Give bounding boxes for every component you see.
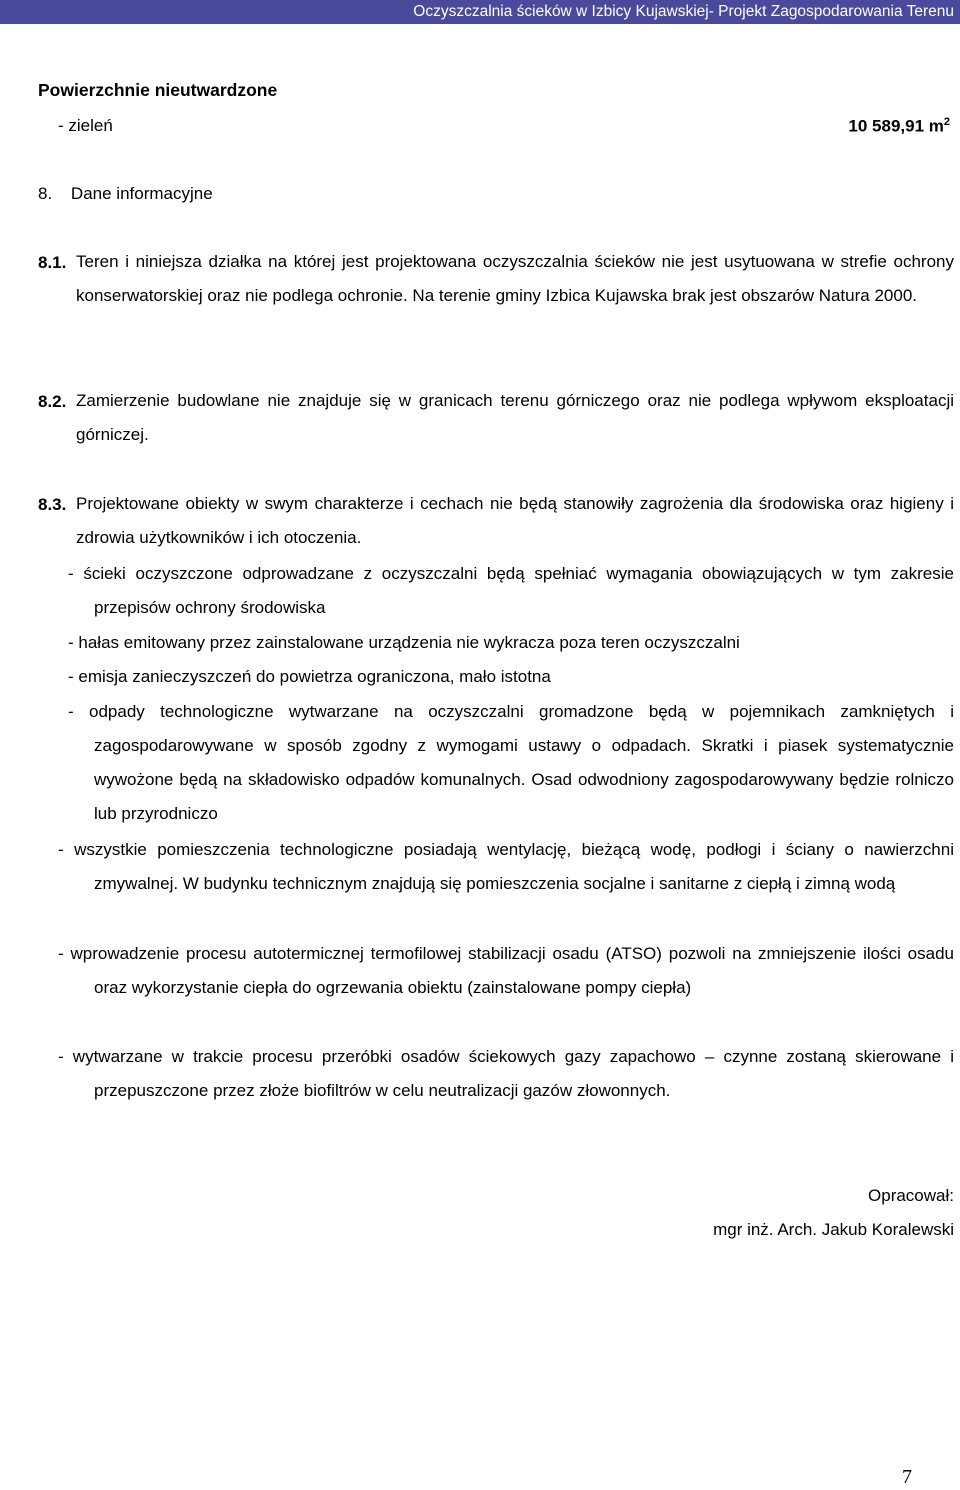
- header-title: Oczyszczalnia ścieków w Izbicy Kujawskiej- Projekt Zagospodarowania Terenu: [413, 3, 954, 20]
- bullet-1: - ścieki oczyszczone odprowadzane z oczyszczalni będą spełniać wymagania obowiązujących w tym zakresie przepisów ochrony środowiska: [68, 564, 954, 617]
- p82-text: Zamierzenie budowlane nie znajduje się w granicach terenu górniczego oraz nie podlega wpływom eksploatacji górniczej.: [76, 391, 954, 444]
- page-number: 7: [902, 1466, 912, 1488]
- p82-number: 8.2.: [38, 392, 67, 411]
- bullet-6: - wprowadzenie procesu autotermicznej termofilowej stabilizacji osadu (ATSO) pozwoli na zmniejszenie ilości osadu oraz wykorzystanie ciepła do ogrzewania obiektu (zainstalowane pompy ciepła): [58, 944, 954, 997]
- p83-number: 8.3.: [38, 495, 67, 514]
- bullet-7: - wytwarzane w trakcie procesu przeróbki osadów ściekowych gazy zapachowo – czynne zostaną skierowane i przepuszczone przez złoże biofiltrów w celu neutralizacji gazów złowonnych.: [58, 1047, 954, 1100]
- surface-item-value: [848, 116, 950, 137]
- bullet-5: - wszystkie pomieszczenia technologiczne posiadają wentylację, bieżącą wodę, podłogi i ściany o nawierzchni zmywalnej. W budynku technicznym znajdują się pomieszczenia socjalne i sanitarne z ciepłą i zimną wodą: [58, 840, 954, 893]
- surface-heading: Powierzchnie nieutwardzone: [38, 80, 278, 100]
- bullet-2: - hałas emitowany przez zainstalowane urządzenia nie wykracza poza teren oczyszczalni: [68, 633, 740, 652]
- section-8-title: Dane informacyjne: [70, 184, 213, 203]
- p81-number: 8.1.: [38, 253, 67, 272]
- section-8-number: 8.: [38, 184, 53, 203]
- surface-value-unit-sup: 2: [943, 116, 950, 128]
- signature-name: mgr inż. Arch. Jakub Koralewski: [713, 1220, 954, 1239]
- bullet-3: - emisja zanieczyszczeń do powietrza ograniczona, mało istotna: [68, 667, 551, 686]
- section-8-heading: [38, 184, 213, 204]
- bullet-4: - odpady technologiczne wytwarzane na oczyszczalni gromadzone będą w pojemnikach zamkniętych i zagospodarowywane w sposób zgodny z wymogami ustawy o odpadach. Skratki i piasek systematycznie wywożone będą na składowisko odpadów komunalnych. Osad odwodniony zagospodarowywany będzie rolniczo lub przyrodniczo: [68, 702, 954, 823]
- p81-text: Teren i niniejsza działka na której jest projektowana oczyszczalnia ścieków nie jest usytuowana w strefie ochrony konserwatorskiej oraz nie podlega ochronie. Na terenie gminy Izbica Kujawska brak jest obszarów Natura 2000.: [76, 252, 954, 305]
- signature-label: Opracował:: [868, 1186, 954, 1205]
- p83-text: Projektowane obiekty w swym charakterze i cechach nie będą stanowiły zagrożenia dla środowiska oraz higieny i zdrowia użytkowników i ich otoczenia.: [76, 494, 954, 547]
- surface-value-text: 10 589,91 m: [848, 116, 944, 136]
- surface-item-label: - zieleń: [58, 116, 113, 135]
- document-header: [0, 0, 960, 24]
